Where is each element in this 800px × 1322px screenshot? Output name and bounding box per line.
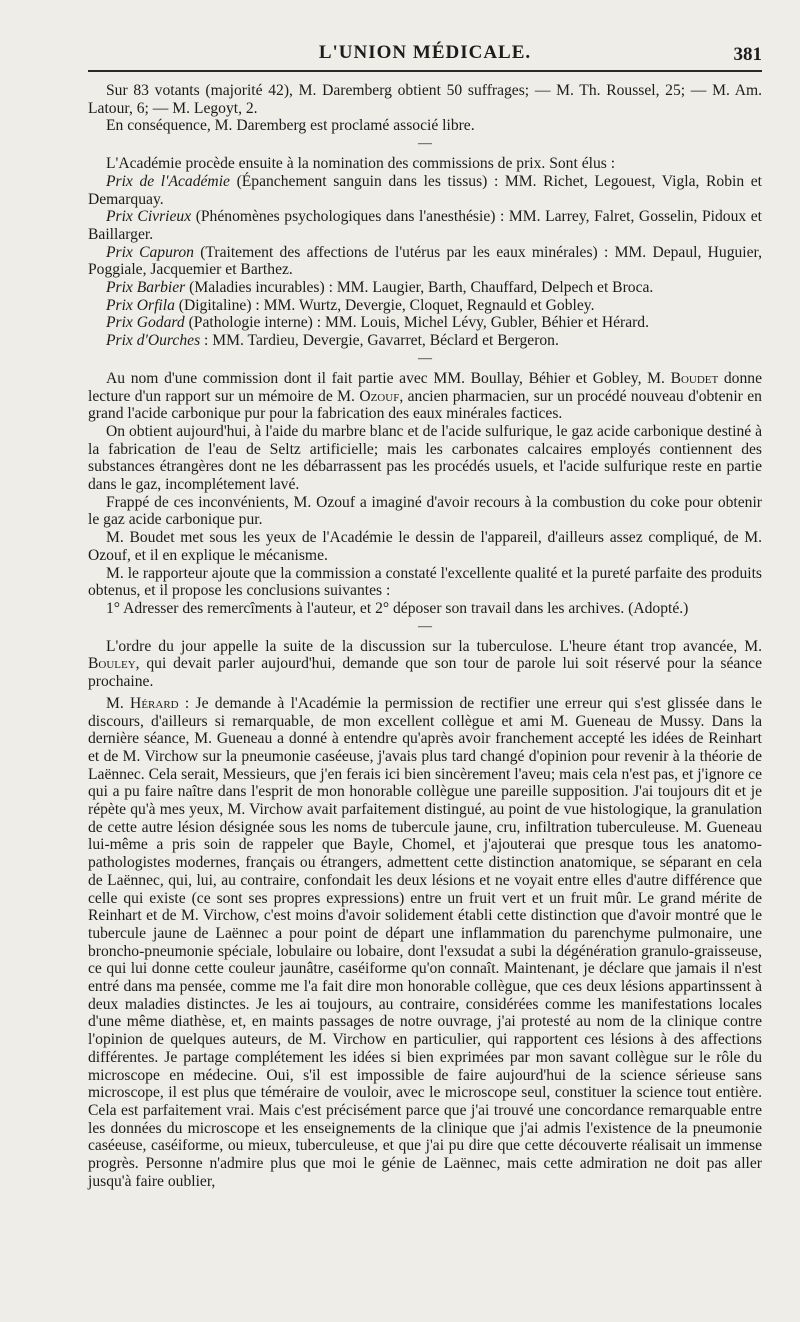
agenda-text: L'ordre du jour appelle la suite de la discussion sur la tuberculose. L'heure étant trop avancée, M.	[106, 637, 762, 655]
speech-text: : Je demande à l'Académie la permission de rectifier une erreur qui s'est glissée dans le discours, d'ailleurs si remarquable, de mon excellent collègue et ami M. Gueneau de Mussy. Dans la dernière séance, M. Gueneau a donné à entendre qu'après avoir franchement accepté les idées de Reinhart et de M. Virchow sur la pneumonie caséeuse, j'avais plus tard changé d'opinion pour revenir à la théorie de Laënnec. Cela serait, Messieurs, que j'en ferais ici bien sincèrement l'aveu; mais cela n'est pas, et j'ignore ce qui a pu faire naître dans l'esprit de mon honorable collègue une pareille supposition. J'ai toujours dit et je répète qu'à mes yeux, M. Virchow avait parfaitement distingué, au point de vue histologique, la granulation de cette autre lésion désignée sous les noms de tubercule jaune, cru, infiltration tuberculeuse. M. Gueneau lui-même a pris soin de rappeler que Bayle, Chomel, et j'ajouterai que presque tous les anatomo-pathologistes modernes, français ou étrangers, admettent cette distinction anatomique, se séparant en cela de Laënnec, qui, lui, au contraire, confondait les deux lésions et ne voyait entre elles d'autre différence que celle qui existe (ce sont ses propres expressions) entre un fruit vert et un fruit mûr. Le grand mérite de Reinhart et de M. Virchow, c'est moins d'avoir solidement établi cette distinction que d'avoir montré que le tubercule jaune de Laënnec a pour point de départ une inflammation du parenchyme pulmonaire, une broncho-pneumonie spéciale, lobulaire ou lobaire, dont l'exsudat a subi la dégénération granulo-graisseuse, ce qui lui donne cette couleur jaunâtre, caséiforme qu'on connaît. Maintenant, je déclare que jamais il n'est entré dans ma pensée, comme me l'a fait dire mon honorable collègue, que ces deux lésions appartinssent à deux maladies distinctes. Je les ai toujours, au contraire, considérées comme les manifestations locales d'une même diathèse, et, en maints passages de notre ouvrage, j'ai protesté au nom de la clinique contre l'opinion de quelques auteurs, de M. Virchow en particulier, qui rapportent ces lésions à des affections différentes. Je partage complétement les idées si bien exprimées par mon savant collègue sur le rôle du microscope en médecine. Oui, s'il est impossible de faire aujourd'hui de la science sérieuse sans microscope, il est plus que téméraire de vouloir, avec le microscope seul, constituer la science tout entière. Cela est parfaitement vrai. Mais c'est précisément parce que j'ai trouvé une concordance remarquable entre les données du microscope et les enseignements de la clinique que j'ai admis l'existence de la pneumonie caséeuse, caséiforme, ou mieux, tuberculeuse, et que j'ai pu dire que cette découverte réalisait un immense progrès. Personne n'admire plus que moi le génie de Laënnec, mais cette admiration ne doit pas aller jusqu'à faire oublier,	[88, 694, 762, 1190]
prize-name: Prix Barbier	[106, 279, 186, 297]
section-separator: —	[418, 350, 432, 366]
prize-item	[88, 297, 762, 315]
vote-conclusion: En conséquence, M. Daremberg est proclamé associé libre.	[106, 117, 475, 135]
prize-item	[88, 244, 762, 279]
prize-item	[88, 332, 762, 350]
section-separator: —	[418, 136, 432, 152]
prize-name: Prix d'Ourches	[106, 332, 201, 350]
prize-committee: : MM. Tardieu, Devergie, Gavarret, Béclard et Bergeron.	[200, 332, 559, 350]
page-header	[88, 40, 762, 72]
report-text: donne lecture d'un rapport sur un mémoire de M.	[88, 369, 762, 405]
author-name: Ozouf	[359, 387, 400, 405]
herard-speech	[88, 695, 762, 1191]
agenda-paragraph	[88, 638, 762, 691]
page-number: 381	[733, 44, 762, 65]
report-paragraph: M. le rapporteur ajoute que la commission a constaté l'excellente qualité et la pureté parfaite des produits obtenus, et il propose les conclusions suivantes :	[88, 564, 762, 600]
prize-committee: (Maladies incurables) : MM. Laugier, Barth, Chauffard, Delpech et Broca.	[185, 279, 654, 297]
author-name: Boudet	[670, 369, 719, 387]
prize-item	[88, 208, 762, 243]
prize-name: Prix Capuron	[106, 243, 194, 261]
prize-item	[88, 314, 762, 332]
agenda-text: , qui devait parler aujourd'hui, demande que son tour de parole lui soit réservé pour la séance prochaine.	[88, 655, 762, 691]
report-conclusions: 1° Adresser des remercîments à l'auteur, et 2° déposer son travail dans les archives. (Adopté.)	[106, 599, 689, 617]
report-text: Au nom d'une commission dont il fait partie avec MM. Boullay, Béhier et Gobley, M.	[106, 369, 671, 387]
speaker-name: Bouley	[88, 655, 136, 673]
speaker-name: M. Hérard	[106, 694, 179, 712]
prizes-intro: L'Académie procède ensuite à la nomination des commissions de prix. Sont élus :	[106, 155, 616, 173]
running-title: L'UNION MÉDICALE.	[318, 42, 532, 63]
article-body	[88, 82, 762, 1190]
prize-committee: (Épanchement sanguin dans les tissus) : MM. Richet, Legouest, Vigla, Robin et Demarquay.	[88, 172, 762, 208]
report-paragraph	[88, 370, 762, 423]
report-text: , ancien pharmacien, sur un procédé nouveau d'obtenir en grand l'acide carbonique pur pour la fabrication des eaux minérales factices.	[88, 387, 762, 423]
report-paragraph: M. Boudet met sous les yeux de l'Académie le dessin de l'appareil, d'ailleurs assez compliqué, de M. Ozouf, et il en explique le mécanisme.	[88, 529, 762, 564]
vote-result: Sur 83 votants (majorité 42), M. Daremberg obtient 50 suffrages; — M. Th. Roussel, 25; — M. Am. Latour, 6; — M. Legoyt, 2.	[88, 82, 762, 117]
prize-name: Prix Godard	[106, 314, 185, 332]
prize-committee: (Phénomènes psychologiques dans l'anesthésie) : MM. Larrey, Falret, Gosselin, Pidoux et Baillarger.	[88, 208, 762, 243]
prize-name: Prix Civrieux	[106, 208, 192, 226]
prize-name: Prix de l'Académie	[106, 172, 230, 190]
prize-committee: (Pathologie interne) : MM. Louis, Michel Lévy, Gubler, Béhier et Hérard.	[184, 314, 650, 332]
prize-committee: (Traitement des affections de l'utérus par les eaux minérales) : MM. Depaul, Huguier, Poggiale, Jacquemier et Barthez.	[88, 243, 763, 279]
prize-name: Prix Orfila	[106, 296, 175, 314]
report-paragraph: On obtient aujourd'hui, à l'aide du marbre blanc et de l'acide sulfurique, le gaz acide carbonique destiné à la fabrication de l'eau de Seltz artificielle; mais les carbonates calcaires employés contiennent des substances étrangères dont ne les débarrassent pas les procédés usuels, et l'acide sulfurique reste en partie dans le gaz, incomplétement lavé.	[88, 422, 762, 494]
prize-item	[88, 173, 762, 208]
report-paragraph: Frappé de ces inconvénients, M. Ozouf a imaginé d'avoir recours à la combustion du coke pour obtenir le gaz acide carbonique pur.	[88, 493, 762, 529]
prize-committee: (Digitaline) : MM. Wurtz, Devergie, Cloquet, Regnauld et Gobley.	[174, 296, 595, 314]
section-separator: —	[418, 618, 432, 634]
prize-item	[88, 279, 762, 297]
